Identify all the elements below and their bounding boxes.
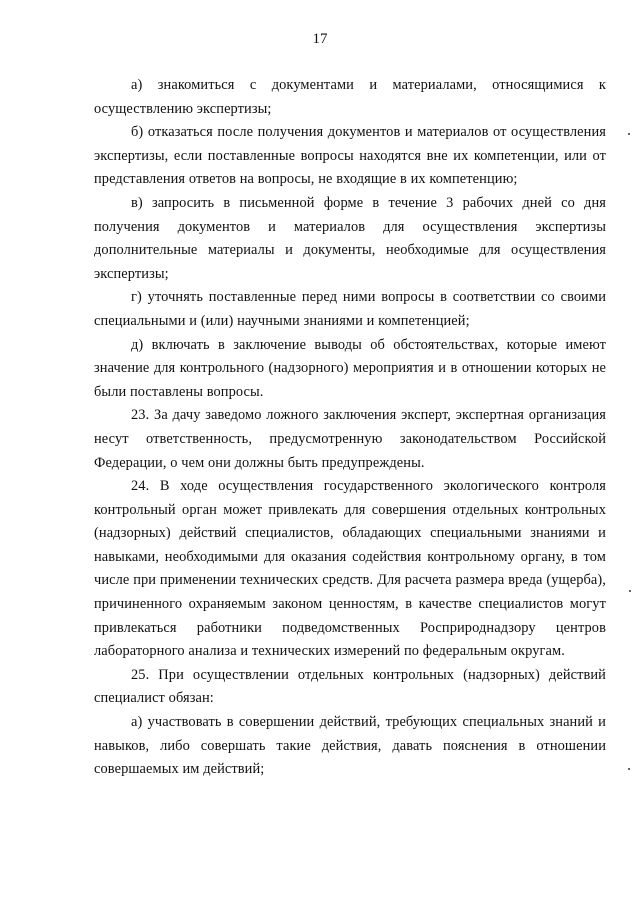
paragraph-25-specialist-duties: 25. При осуществлении отдельных контрольных (надзорных) действий специалист обязан: <box>94 666 606 707</box>
paragraph-item-v-request: в) запросить в письменной форме в течение 3 рабочих дней со дня получения документов и материалов для осуществления экспертизы дополнительные материалы и документы, необходимые для осуществления экспертизы; <box>94 194 606 282</box>
paragraph-item-g-clarify: г) уточнять поставленные перед ними вопросы в соответствии со своими специальными и (или) научными знаниями и компетенцией; <box>94 289 606 329</box>
scan-speck <box>628 768 630 770</box>
paragraph-24-specialists: 24. В ходе осуществления государственного экологического контроля контрольный орган может привлекать для совершения отдельных контрольных (надзорных) действий специалистов, обладающих специальными знаниями и навыками, необходимыми для оказания содействия контрольному органу, в том числе при применении технических средств. Для расчета размера вреда (ущерба), причиненного охраняемым законом ценностям, в качестве специалистов могут привлекаться работники подведомственных Росприроднадзору центров лабораторного анализа и технических измерений по федеральным округам. <box>94 478 606 660</box>
page-number: 17 <box>312 31 328 47</box>
scan-speck <box>629 590 631 592</box>
paragraph-item-b-refuse: б) отказаться после получения документов и материалов от осуществления экспертизы, если поставленные вопросы находятся вне их компетенции, или от представления ответов на вопросы, не входящие в их компетенцию; <box>94 124 606 188</box>
paragraph-item-d-include: д) включать в заключение выводы об обстоятельствах, которые имеют значение для контрольного (надзорного) мероприятия и в отношении которых не были поставлены вопросы. <box>94 336 606 400</box>
paragraph-item-a-familiarize: а) знакомиться с документами и материалами, относящимися к осуществлению экспертизы; <box>94 77 606 117</box>
paragraph-23-liability: 23. За дачу заведомо ложного заключения эксперт, экспертная организация несут ответственность, предусмотренную законодательством Российской Федерации, о чем они должны быть предупреждены. <box>94 407 606 471</box>
paragraph-item-a-participate: а) участвовать в совершении действий, требующих специальных знаний и навыков, либо совершать такие действия, давать пояснения в отношении совершаемых им действий; <box>94 714 606 778</box>
document-body <box>94 74 606 782</box>
scan-speck <box>628 133 630 135</box>
